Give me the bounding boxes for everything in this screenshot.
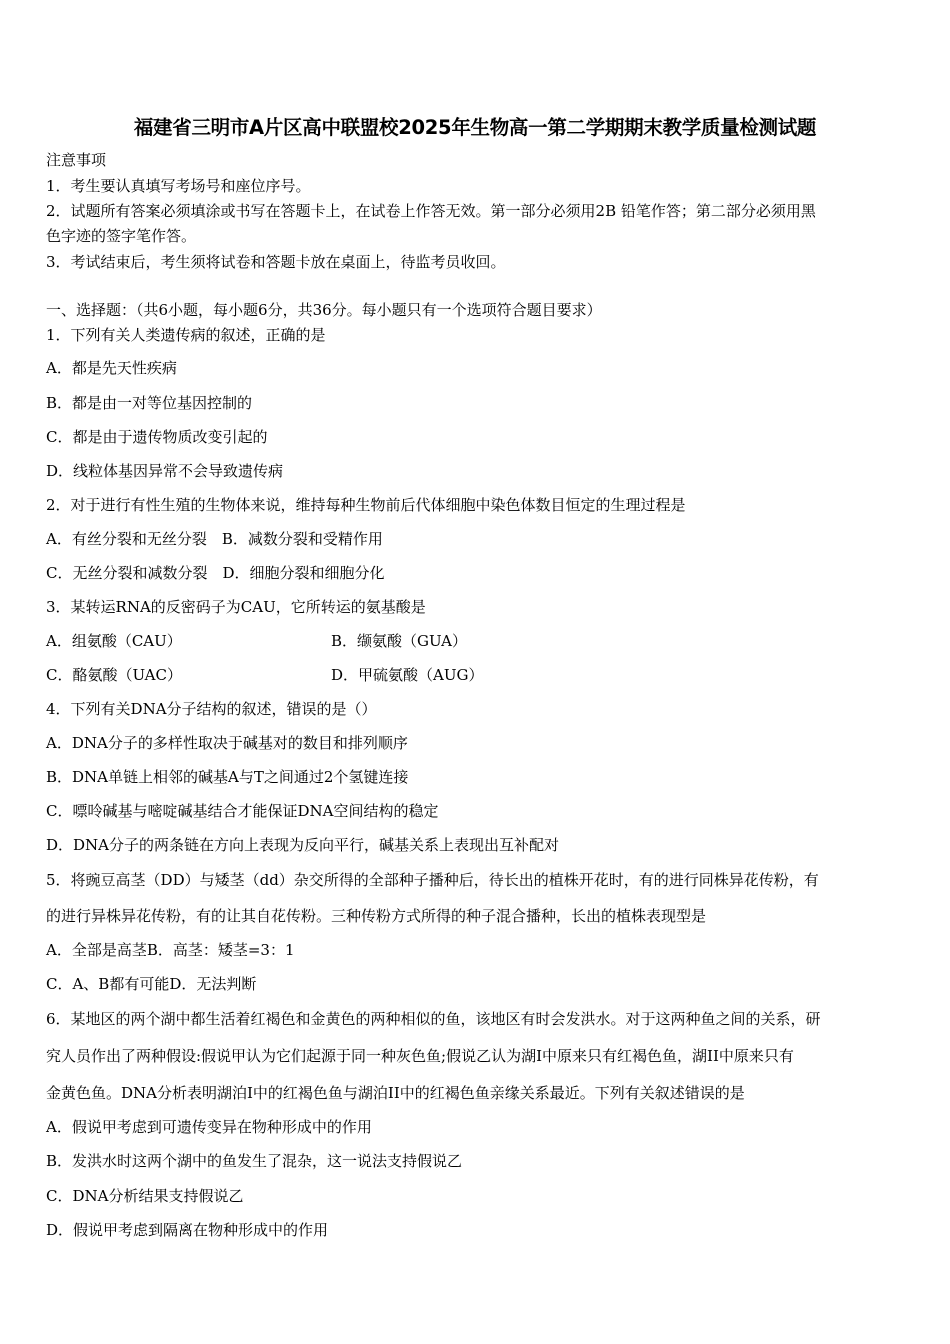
option-a: A．假说甲考虑到可遗传变异在物种形成中的作用 <box>46 1118 372 1136</box>
option-c: C．酪氨酸（UAC） <box>46 666 182 684</box>
option-b: B．发洪水时这两个湖中的鱼发生了混杂，这一说法支持假说乙 <box>46 1152 463 1170</box>
option-b: B．都是由一对等位基因控制的 <box>46 394 253 412</box>
option-b: B．缬氨酸（GUA） <box>331 632 468 650</box>
option-b: B．DNA单链上相邻的碱基A与T之间通过2个氢键连接 <box>46 768 409 786</box>
question-stem: 6．某地区的两个湖中都生活着红褐色和金黄色的两种相似的鱼，该地区有时会发洪水。对于这两种鱼之间的关系，研 <box>46 1010 821 1028</box>
option-c: C．DNA分析结果支持假说乙 <box>46 1187 244 1205</box>
notice-item: 3．考试结束后，考生须将试卷和答题卡放在桌面上，待监考员收回。 <box>46 253 506 271</box>
notice-item: 2．试题所有答案必须填涂或书写在答题卡上，在试卷上作答无效。第一部分必须用2B 铅笔作答；第二部分必须用黑 <box>46 202 816 220</box>
option-a: A．都是先天性疾病 <box>46 359 177 377</box>
notice-item: 1．考生要认真填写考场号和座位序号。 <box>46 177 311 195</box>
option-d: D．线粒体基因异常不会导致遗传病 <box>46 462 284 480</box>
options-ab: A．全部是高茎B．高茎：矮茎=3：1 <box>46 941 295 959</box>
question-stem: 2．对于进行有性生殖的生物体来说，维持每种生物前后代体细胞中染色体数目恒定的生理过程是 <box>46 496 686 514</box>
question-stem: 3．某转运RNA的反密码子为CAU，它所转运的氨基酸是 <box>46 598 426 616</box>
question-stem: 1．下列有关人类遗传病的叙述，正确的是 <box>46 326 326 344</box>
options-cd: C．A、B都有可能D．无法判断 <box>46 975 257 993</box>
option-d: D．假说甲考虑到隔离在物种形成中的作用 <box>46 1221 329 1239</box>
notice-heading: 注意事项 <box>46 151 107 169</box>
question-stem-cont: 金黄色鱼。DNA分析表明湖泊Ⅰ中的红褐色鱼与湖泊II中的红褐色鱼亲缘关系最近。下列有关叙述错误的是 <box>46 1084 745 1102</box>
options-ab: A．有丝分裂和无丝分裂 B．减数分裂和受精作用 <box>46 530 383 548</box>
question-stem-cont: 的进行异株异花传粉，有的让其自花传粉。三种传粉方式所得的种子混合播种，长出的植株表现型是 <box>46 907 707 925</box>
option-a: A．组氨酸（CAU） <box>46 632 182 650</box>
options-cd: C．无丝分裂和减数分裂 D．细胞分裂和细胞分化 <box>46 564 385 582</box>
notice-item: 色字迹的签字笔作答。 <box>46 227 197 245</box>
question-stem-cont: 究人员作出了两种假设:假说甲认为它们起源于同一种灰色鱼;假说乙认为湖I中原来只有红褐色鱼，湖II中原来只有 <box>46 1047 794 1065</box>
option-d: D．甲硫氨酸（AUG） <box>331 666 484 684</box>
option-c: C．都是由于遗传物质改变引起的 <box>46 428 268 446</box>
question-stem: 5．将豌豆高茎（DD）与矮茎（dd）杂交所得的全部种子播种后，待长出的植株开花时，有的进行同株异花传粉，有 <box>46 871 819 889</box>
option-d: D．DNA分子的两条链在方向上表现为反向平行，碱基关系上表现出互补配对 <box>46 836 560 854</box>
question-stem: 4．下列有关DNA分子结构的叙述，错误的是（） <box>46 700 377 718</box>
option-a: A．DNA分子的多样性取决于碱基对的数目和排列顺序 <box>46 734 408 752</box>
option-c: C．嘌呤碱基与嘧啶碱基结合才能保证DNA空间结构的稳定 <box>46 802 439 820</box>
page-title: 福建省三明市A片区高中联盟校2025年生物高一第二学期期末教学质量检测试题 <box>133 116 817 139</box>
section-heading: 一、选择题：（共6小题，每小题6分，共36分。每小题只有一个选项符合题目要求） <box>46 301 602 319</box>
